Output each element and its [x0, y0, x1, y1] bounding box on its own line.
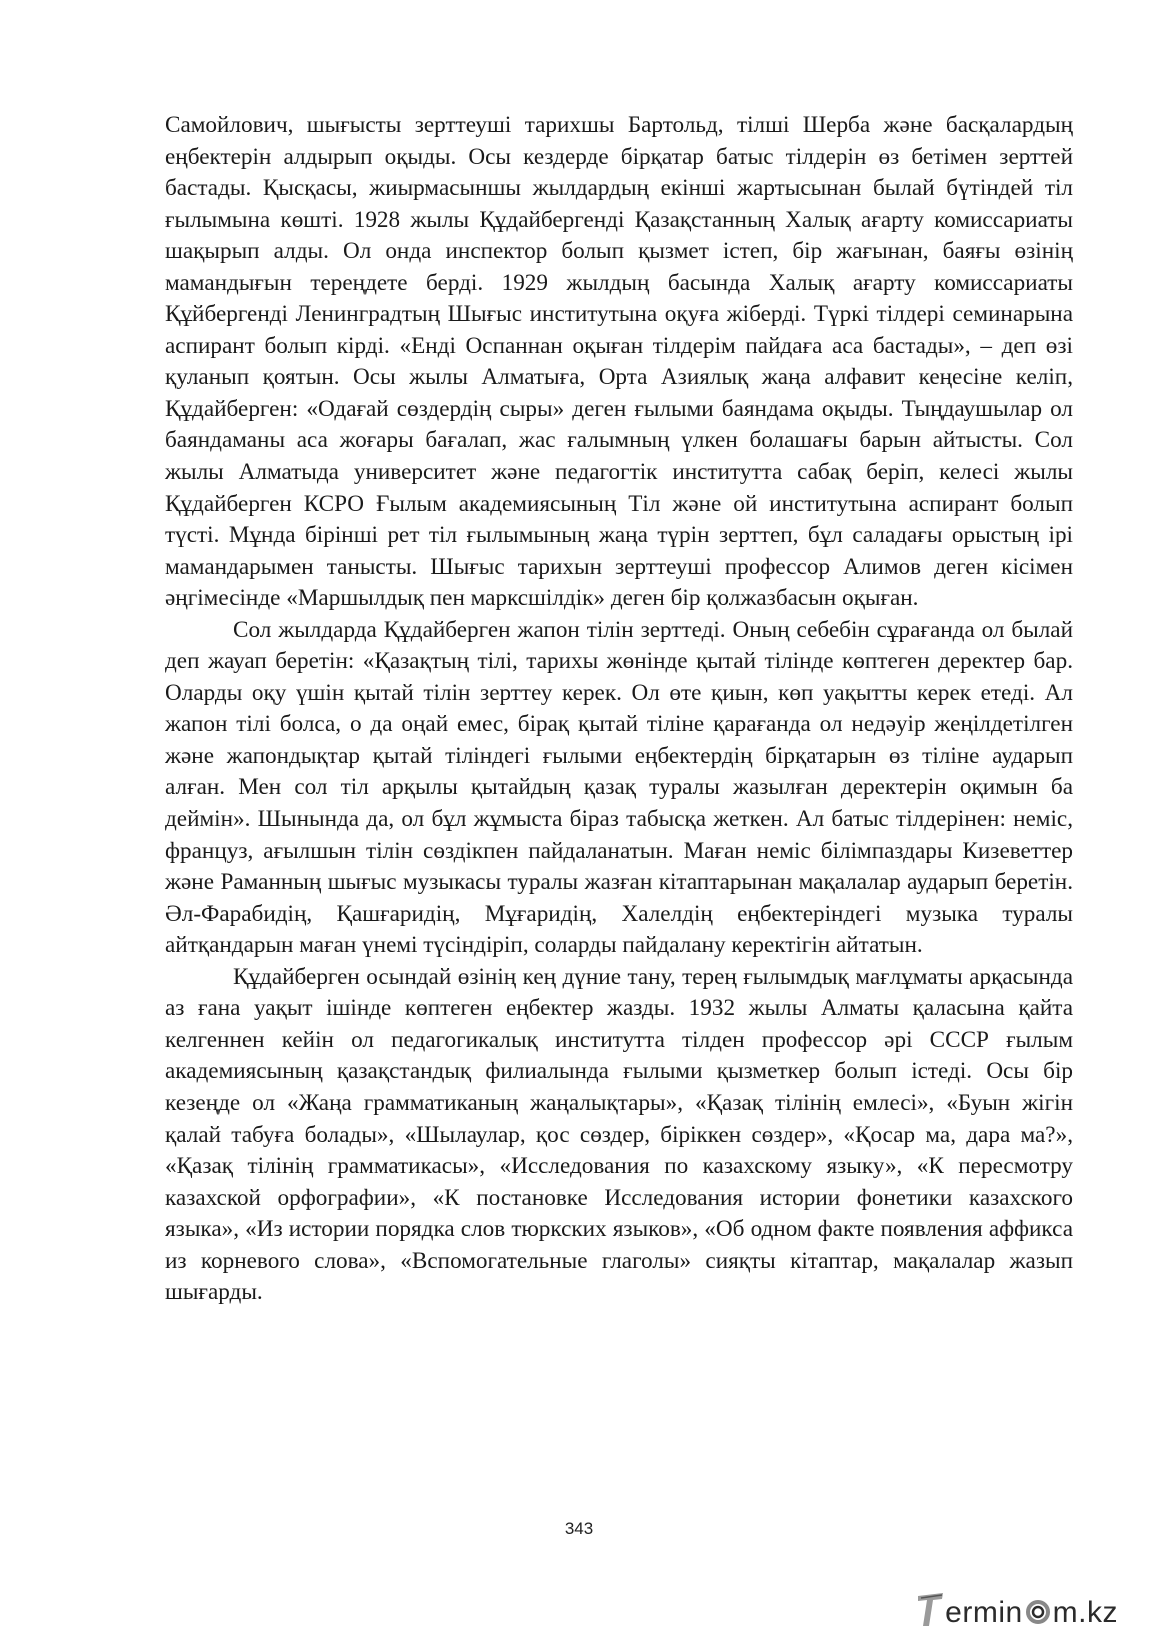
- watermark-text-left: ermin: [945, 1596, 1023, 1629]
- page-number: 343: [564, 1519, 594, 1538]
- paragraph-2: Сол жылдарда Құдайберген жапон тілін зерттеді. Оның себебін сұрағанда ол былай деп жауап беретін: «Қазақтың тілі, тарихы жөнінде қытай тілінде көптеген деректер бар. Оларды оқу үшін қытай тілін зерттеу керек. Ол өте қиын, көп уақытты керек етеді. Ал жапон тілі болса, о да оңай емес, бірақ қытай тіліне қарағанда ол недәуір жеңілдетілген және жапондықтар қытай тіліндегі ғылыми еңбектердің бірқатарын өз тіліне аударып алған. Мен сол тіл арқылы қытайдың қазақ туралы жазылған деректерін оқимын ба деймін». Шынында да, ол бұл жұмыста біраз табысқа жеткен. Ал батыс тілдерінен: неміс, француз, ағылшын тілін сөздікпен пайдаланатын. Маған неміс білімпаздары Кизеветтер және Раманның шығыс музыкасы туралы жазған кітаптарынан мақалалар аударып беретін. Әл-Фарабидің, Қашғаридің, Мұғаридің, Халелдің еңбектеріндегі музыка туралы айтқандарын маған үнемі түсіндіріп, соларды пайдалану керектігін айтатын.: [165, 616, 1073, 959]
- t-letter-logo-icon: [915, 1590, 945, 1628]
- c-o-ring-icon: [1024, 1598, 1052, 1626]
- paragraph-1: Самойлович, шығысты зерттеуші тарихшы Бартольд, тілші Шерба және басқалардың еңбектерін алдырып оқыды. Осы кездерде бірқатар батыс тілдерін өз бетімен зерттей бастады. Қысқасы, жиырмасыншы жылдардың екінші жартысынан былай бүтіндей тіл ғылымына көшті. 1928 жылы Құдайбергенді Қазақстанның Халық ағарту комиссариаты шақырып алды. Ол онда инспектор болып қызмет істеп, бір жағынан, баяғы өзінің мамандығын тереңдете берді. 1929 жылдың басында Халық ағарту комиссариаты Құйбергенді Ленинградтың Шығыс институтына оқуға жіберді. Түркі тілдері семинарына аспирант болып кірді. «Енді Оспаннан оқыған тілдерім пайдаға аса бастады», – деп өзі қуланып қоятын. Осы жылы Алматыға, Орта Азиялық жаңа алфавит кеңесіне келіп, Құдайберген: «Одағай сөздердің сыры» деген ғылыми баяндама оқыды. Тыңдаушылар ол баяндаманы аса жоғары бағалап, жас ғалымның үлкен болашағы барын айтысты. Сол жылы Алматыда университет және педагогтік институтта сабақ беріп, келесі жылы Құдайберген КСРО Ғылым академиясының Тіл және ой институтына аспирант болып түсті. Мұнда бірінші рет тіл ғылымының жаңа түрін зерттеп, бұл саладағы орыстың ірі мамандарымен танысты. Шығыс тарихын зерттеуші профессор Алимов деген кісімен әңгімесінде «Маршылдық пен марксшілдік» деген бір қолжазбасын оқыған.: [165, 112, 1073, 612]
- watermark-text-right: m.kz: [1052, 1596, 1118, 1629]
- paragraph-3: Құдайберген осындай өзінің кең дүние тану, терең ғылымдық мағлұматы арқасында аз ғана уақыт ішінде көптеген еңбектер жазды. 1932 жылы Алматы қаласына қайта келгеннен кейін ол педагогикалық институтта тілден профессор әрі СССР ғылым академиясының қазақстандық филиалында ғылыми қызметкер болып істеді. Осы бір кезеңде ол «Жаңа грамматиканың жаңалықтары», «Қазақ тілінің емлесі», «Буын жігін қалай табуға болады», «Шылаулар, қос сөздер, біріккен сөздер», «Қосар ма, дара ма?», «Қазақ тілінің грамматикасы», «Исследования по казахскому языку», «К пересмотру казахской орфографии», «К постановке Исследования истории фонетики казахского языка», «Из истории порядка слов тюркских языков», «Об одном факте появления аффикса из корневого слова», «Вспомогательные глаголы» сияқты кітаптар, мақалалар жазып шығарды.: [165, 963, 1073, 1306]
- document-body: [165, 110, 1073, 1309]
- terminkom-watermark: [915, 1588, 1118, 1628]
